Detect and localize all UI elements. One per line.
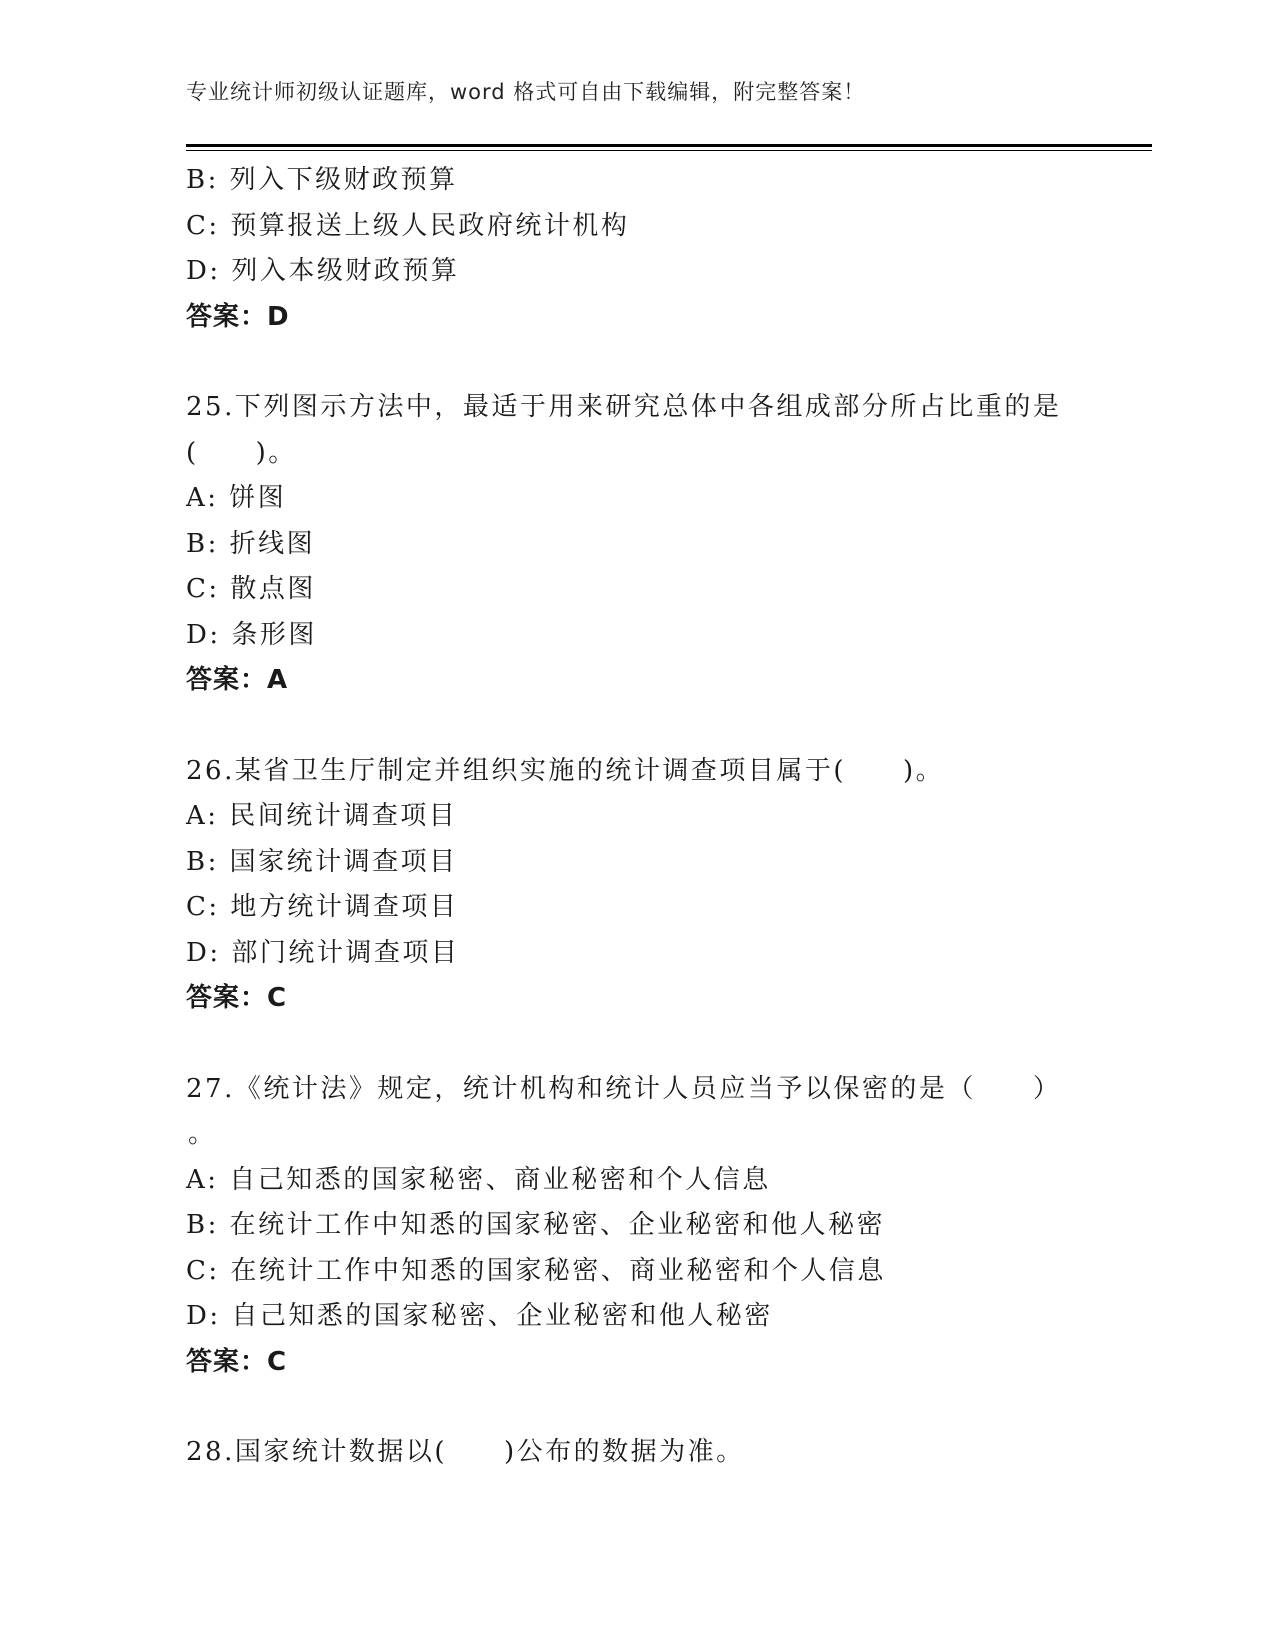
option-a: A: 民间统计调查项目 bbox=[186, 801, 458, 831]
option-d: D: 部门统计调查项目 bbox=[186, 937, 460, 968]
option-a: A: 饼图 bbox=[186, 483, 287, 513]
question-stem: 28.国家统计数据以( )公布的数据为准。 bbox=[186, 1437, 745, 1467]
question-stem-cont: 。 bbox=[188, 1119, 215, 1149]
question-25 bbox=[186, 385, 1146, 704]
option-d: D: 条形图 bbox=[186, 619, 317, 650]
header-rule-thick bbox=[186, 144, 1152, 147]
question-stem: 27.《统计法》规定，统计机构和统计人员应当予以保密的是（ ） bbox=[186, 1073, 1062, 1104]
question-stem-cont: ( )。 bbox=[186, 437, 297, 468]
option-b: B: 折线图 bbox=[186, 528, 316, 559]
option-d: D: 列入本级财政预算 bbox=[186, 256, 460, 286]
answer: 答案：A bbox=[186, 665, 289, 695]
option-c: C: 预算报送上级人民政府统计机构 bbox=[186, 210, 630, 241]
question-stem: 25.下列图示方法中，最适于用来研究总体中各组成部分所占比重的是 bbox=[186, 392, 1062, 422]
document-page bbox=[186, 0, 1146, 1650]
option-a: A: 自己知悉的国家秘密、商业秘密和个人信息 bbox=[186, 1164, 771, 1195]
option-b: B: 列入下级财政预算 bbox=[186, 165, 458, 195]
answer: 答案：C bbox=[186, 983, 288, 1013]
question-28 bbox=[186, 1430, 1146, 1476]
option-b: B: 在统计工作中知悉的国家秘密、企业秘密和他人秘密 bbox=[186, 1210, 886, 1240]
option-c: C: 地方统计调查项目 bbox=[186, 892, 459, 922]
question-stem: 26.某省卫生厅制定并组织实施的统计调查项目属于( )。 bbox=[186, 755, 945, 786]
option-c: C: 散点图 bbox=[186, 574, 316, 604]
answer: 答案：C bbox=[186, 1346, 288, 1377]
option-d: D: 自己知悉的国家秘密、企业秘密和他人秘密 bbox=[186, 1301, 773, 1331]
question-content bbox=[186, 158, 1146, 1476]
question-27 bbox=[186, 1067, 1146, 1386]
question-26 bbox=[186, 749, 1146, 1022]
header-rule-thin bbox=[186, 150, 1152, 151]
page-header: 专业统计师初级认证题库，word 格式可自由下载编辑，附完整答案！ bbox=[186, 80, 866, 104]
option-c: C: 在统计工作中知悉的国家秘密、商业秘密和个人信息 bbox=[186, 1255, 886, 1286]
question-prev bbox=[186, 158, 1146, 340]
option-b: B: 国家统计调查项目 bbox=[186, 846, 458, 877]
answer: 答案：D bbox=[186, 301, 290, 332]
